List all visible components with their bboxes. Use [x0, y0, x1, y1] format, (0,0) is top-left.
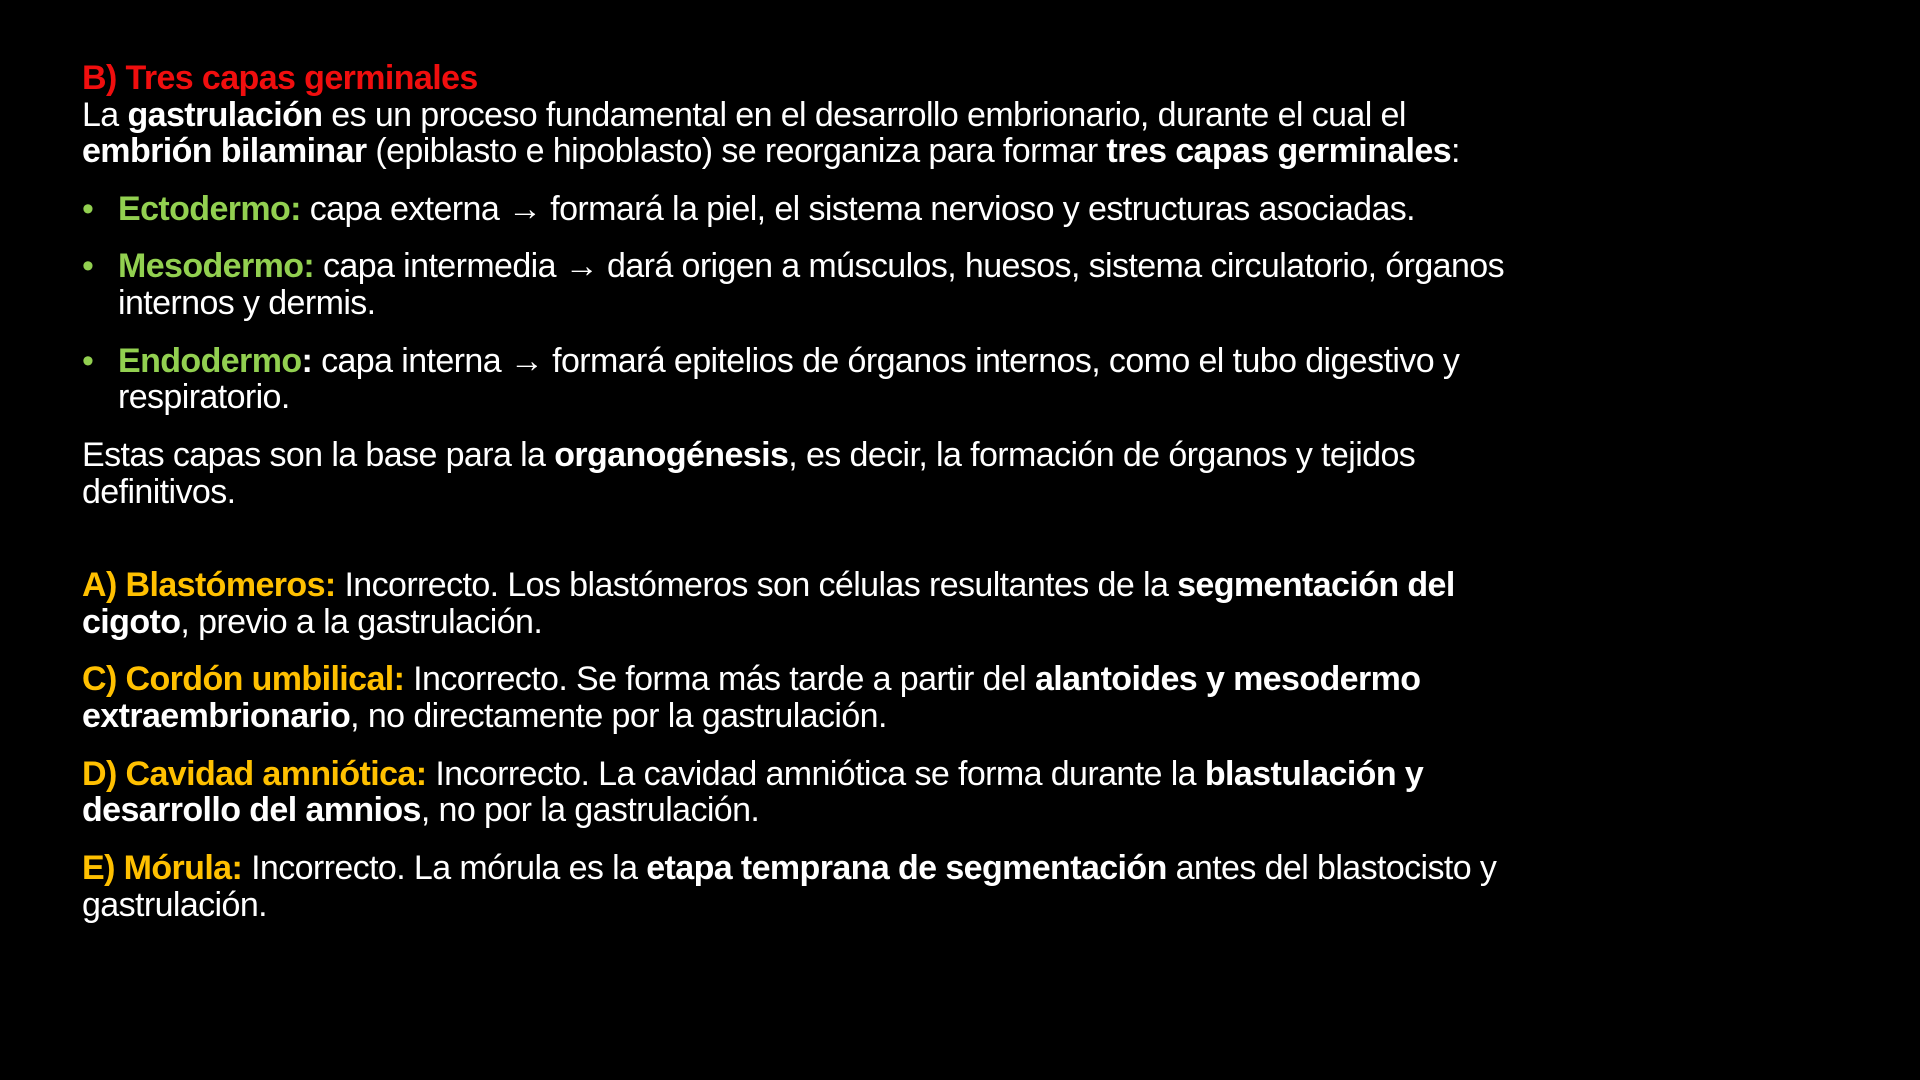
bold-text: : [301, 341, 313, 380]
text-run: , previo a la gastrulación. [180, 602, 543, 641]
text-line [82, 567, 1882, 604]
bold-text: desarrollo del amnios [82, 791, 421, 830]
bold-text: alantoides y mesodermo [1034, 660, 1421, 699]
text-run: Incorrecto. La mórula es la [242, 848, 647, 887]
text-run: capa externa → formará la piel, el sistema nervioso y estructuras asociadas. [300, 189, 1416, 228]
bold-text: tres capas germinales [1106, 132, 1452, 171]
bold-text: cigoto [82, 602, 181, 641]
yellow-label: C) Cordón umbilical: [82, 660, 405, 699]
text-run: capa interna → formará epitelios de órganos internos, como el tubo digestivo y [312, 341, 1460, 380]
text-run: La [82, 95, 128, 134]
bold-text: embrión bilaminar [82, 132, 367, 171]
text-line [82, 698, 1882, 735]
text-line [82, 379, 1882, 416]
text-run: es un proceso fundamental en el desarrollo embrionario, durante el cual el [322, 95, 1406, 134]
text-run: internos y dermis. [118, 284, 376, 323]
section-title [82, 60, 1882, 97]
text-line [82, 97, 1882, 134]
text-line [82, 887, 1882, 924]
green-label: Ectodermo: [118, 189, 301, 228]
red-label: B) Tres capas germinales [82, 59, 478, 97]
slide-content [82, 60, 1882, 944]
green-label: Endodermo [118, 341, 302, 380]
yellow-label: D) Cavidad amniótica: [82, 754, 427, 793]
text-line [82, 756, 1882, 793]
text-line [82, 604, 1882, 641]
text-run: Incorrecto. Se forma más tarde a partir del [404, 660, 1035, 699]
text-line [82, 285, 1882, 322]
answer-explanation [82, 756, 1882, 829]
bold-text: organogénesis [554, 435, 789, 474]
answer-explanation [82, 850, 1882, 923]
bold-text: segmentación del [1177, 566, 1455, 605]
bold-text: blastulación y [1204, 754, 1424, 793]
answer-explanation [82, 567, 1882, 640]
green-label: Mesodermo: [118, 247, 315, 286]
text-line [82, 850, 1882, 887]
text-line [82, 792, 1882, 829]
bold-text: etapa temprana de segmentación [646, 848, 1167, 887]
bullet-item [82, 343, 1882, 416]
text-line [82, 661, 1882, 698]
paragraph [82, 437, 1882, 510]
text-run: Incorrecto. Los blastómeros son células resultantes de la [335, 566, 1178, 605]
text-line [82, 191, 1882, 228]
text-run: Incorrecto. La cavidad amniótica se forma durante la [426, 754, 1205, 793]
text-run: , no directamente por la gastrulación. [350, 697, 887, 736]
text-run: respiratorio. [118, 378, 290, 417]
text-run: : [1451, 132, 1460, 171]
text-line [82, 60, 1882, 97]
text-line [82, 248, 1882, 285]
text-line [82, 474, 1882, 511]
text-line [82, 437, 1882, 474]
text-run: , es decir, la formación de órganos y tejidos [788, 435, 1416, 474]
text-run: Estas capas son la base para la [82, 435, 555, 474]
yellow-label: E) Mórula: [82, 848, 243, 887]
bold-text: extraembrionario [82, 697, 351, 736]
text-run: (epiblasto e hipoblasto) se reorganiza para formar [366, 132, 1107, 171]
answer-explanation [82, 661, 1882, 734]
yellow-label: A) Blastómeros: [82, 566, 336, 605]
text-run: gastrulación. [82, 885, 267, 924]
bullet-item [82, 248, 1882, 321]
text-run: , no por la gastrulación. [420, 791, 760, 830]
bullet-item [82, 191, 1882, 228]
text-run: capa intermedia → dará origen a músculos, huesos, sistema circulatorio, órganos [314, 247, 1504, 286]
paragraph [82, 97, 1882, 170]
text-run: definitivos. [82, 472, 236, 511]
text-run: antes del blastocisto y [1166, 848, 1497, 887]
text-line [82, 343, 1882, 380]
text-line [82, 133, 1882, 170]
bold-text: gastrulación [127, 95, 323, 134]
